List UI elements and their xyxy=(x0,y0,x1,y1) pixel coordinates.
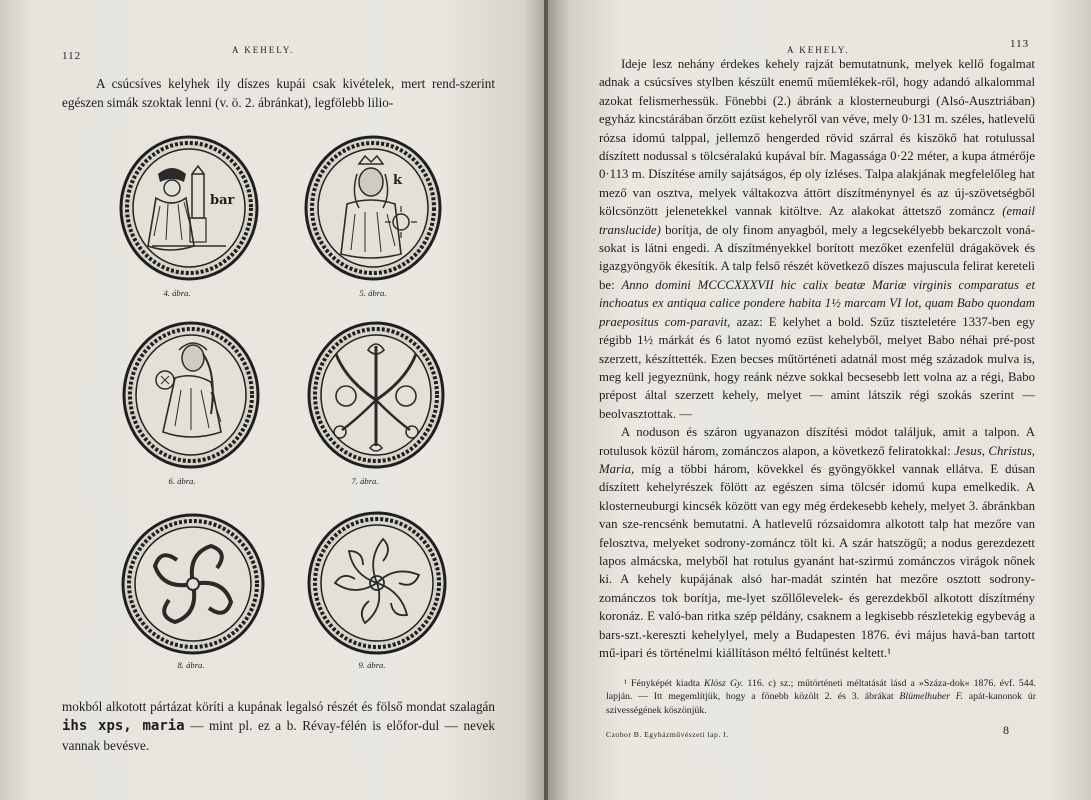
paragraph-2: A noduson és száron ugyanazon díszítési módot találjuk, amit a talpon. A rotulusok közül három, zománczos alapon, a következő feliratokkal: Jesus, Christus, Maria, míg a többi három, kövekkel és gyöngyökkel vannak ellátva. E dúsan díszített kehelyrészek fölött az egészen sima tölcsér idomú kupa emelkedik. A klosterneuburgi kincsék között van egy még érdekesebb kehely, melyet 3. ábránkban van sze-rencsénk bemutatni. A hatlevelű rózsaidomra alkotott talp hat mezőre van felosztva, melyeket sodrony-zománcz tölt ki. A szár hatszögű; a nodus gerezdezett lapos almácska, melyből hat rotulus gyanánt hat-szirmú zománczos virágok nőnek ki. A kehely kupájának alsó har-madát szintén hat mezőre osztott sodrony-zománczos tok borítja, me-lyet szőllőlevelek- és gerezdekből alkotott díszítmény koronáz. E való-ban ritka szép példány, csaknem a legkisebb részletekig egybevág a bars-szt.-kereszti kehelylyel, mely a Budapesten 1876. évi május havá-ban tartott mű-ipari és történelmi kiállításon méltó feltűnést keltett.¹ xyxy=(599,425,1036,660)
figure-caption: 6. ábra. xyxy=(168,476,196,486)
page-number: 113 xyxy=(1010,38,1030,50)
main-text xyxy=(599,55,1035,662)
figure-7-medallion xyxy=(306,320,446,470)
running-head: A KEHELY. xyxy=(232,45,295,55)
running-head: A KEHELY. xyxy=(787,45,850,55)
figure-5-lettering: k xyxy=(393,173,403,188)
footnote: ¹ Fényképét kiadta Klösz Gy. 116. c) sz.; műtörténeti méltatását lásd a »Száza-dok« 1876. évf. 544. lapján. — Itt megemlítjük, hogy a fönebb közölt 2. és 3. ábrákat Blümelhuber F. apát-kanonok úr szivességének köszönjük. xyxy=(606,678,1037,716)
paragraph-1: Ideje lesz nehány érdekes kehely rajzát bemutatnunk, melyek kellő fogalmat adnak a csúcsíves stylben készült enemű műemlékek-ről, hogy adandó alkalommal azokat felismerhessük. Fönebbi (2.) ábránk a klosterneuburgi (Alsó-Ausztriában) egyház kincstárában őrzött ezüst kehelyről van véve, mely 0·131 m. széles, hatlevelű rózsa idomú talppal, jellemző hengerded rövid szárral és kiszökő hat rotulussal díszített nodussal s tölcséralakú kupával bír. Magassága 0·22 méter, a kupa átmérője 0·113 m. Díszítése amily sajátságos, ép oly ízléses. Talpa alakjának megfelelőleg hat mező van osztva, melyek váltakozva áttört díszítménynyel és az új-szövetségből kölcsönzött jelenetekkel vannak kitöltve. Az alakokat áttetsző zománcz (email translucide) borítja, de oly finom anyagból, mely a legcsekélyebb bekarczolt voná-sokat is látni engedi. A díszítményekkel borított mezőket ezenfelül drágakövek és igazgyöngyök ékesítik. A talp felső részét következő díszes majuscula felirat kereteli be: Anno domini MCCCXXXVII hic calix beatæ Mariæ virginis comparatus et inchoatus ex antiqua calice pondere habita 1½ marcam VI lot, quam Babo quondam praepositus com-paravit, azaz: E kelyhet a bold. Szűz tiszteletére 1337-ben egy régibb 1½ márkát és 6 latot nyomó ezüst kehelyből, melyet Babo néhai pré-post szerzett, készíttették. Ezen becses műtörténeti adatnál most még századok mulva is, meg kell jegyeznünk, hogy reánk nézve sokkal becsesebb lett volna az a régi, Babo prépost által szerzett kehely, melyet — amint látszik régi szokás szerint — beolvasztottak. — xyxy=(599,57,1036,421)
figure-8-medallion xyxy=(120,512,266,656)
figure-9-medallion xyxy=(306,510,448,656)
signature-mark: 8 xyxy=(1003,723,1009,737)
figure-4-medallion xyxy=(118,134,260,282)
footer-line: Czobor B. Egyházművészeti lap. I. xyxy=(606,730,729,739)
figure-caption: 4. ábra. xyxy=(163,288,191,298)
figure-caption: 9. ábra. xyxy=(358,660,386,670)
bottom-paragraph: mokból alkotott pártázat köríti a kupának legalsó részét és fölső mondat szalagán ihs xps, maria — mint pl. ez a b. Révay-félén is előfor-dul — nevek vannak bevésve. xyxy=(62,699,496,754)
blackletter-inscription: ihs xps, maria xyxy=(62,718,185,735)
figure-caption: 8. ábra. xyxy=(177,660,205,670)
top-paragraph: A csúcsíves kelyhek ily díszes kupái csak kivételek, mert rend-szerint egészen simák szoktak lenni (v. ö. 2. ábránkat), legfölebb lilio- xyxy=(62,76,495,111)
figure-4-lettering: bar xyxy=(210,193,235,208)
figure-6-medallion xyxy=(121,320,261,470)
figure-caption: 7. ábra. xyxy=(351,476,379,486)
figure-caption: 5. ábra. xyxy=(359,288,387,298)
page-number: 112 xyxy=(62,50,82,62)
figure-5-medallion xyxy=(303,134,443,282)
